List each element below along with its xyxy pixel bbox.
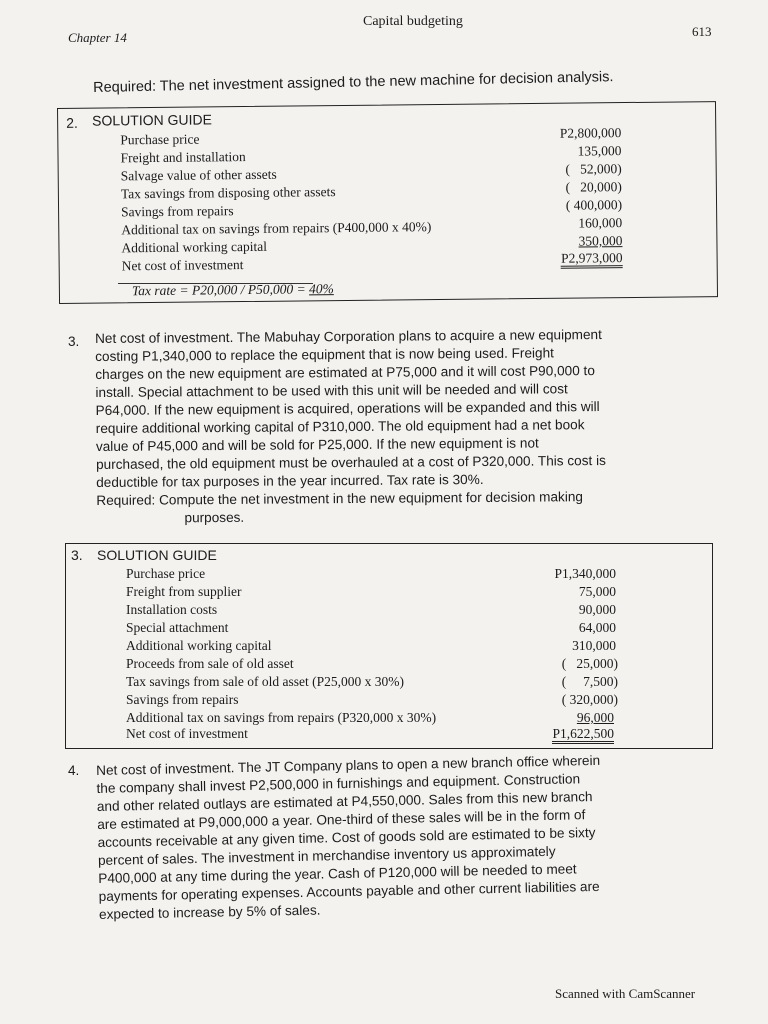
problem-4-line: are estimated at P9,000,000 a year. One-third of these sales will be in the form of bbox=[97, 807, 586, 832]
solution-3-item-amount: 310,000 bbox=[572, 638, 616, 653]
problem-4-line: expected to increase by 5% of sales. bbox=[98, 902, 321, 922]
solution-guide-2-box bbox=[57, 101, 718, 304]
solution-2-item-amount: ( 400,000) bbox=[565, 197, 623, 213]
page-number: 613 bbox=[692, 24, 712, 39]
solution-2-item-amount: ( 52,000) bbox=[565, 161, 622, 177]
problem-4-line: payments for operating expenses. Accounts payable and other current liabilities are bbox=[98, 878, 600, 904]
problem-3-line: require additional working capital of P310,000. The old equipment had a net book bbox=[95, 417, 585, 436]
solution-3-item-amount: 75,000 bbox=[578, 584, 616, 599]
problem-3-line: purposes. bbox=[184, 509, 245, 526]
solution-3-item-label: Purchase price bbox=[126, 566, 206, 581]
solution-2-item-amount: P2,800,000 bbox=[559, 125, 622, 141]
solution-3-item-label: Savings from repairs bbox=[126, 692, 239, 707]
solution-3-item-label: Freight from supplier bbox=[126, 584, 242, 599]
chapter-label: Chapter 14 bbox=[68, 30, 127, 45]
solution-3-item-label: Additional working capital bbox=[126, 638, 272, 653]
problem-4-line: accounts receivable at any given time. Cost of goods sold are estimated to be sixty bbox=[97, 824, 596, 850]
solution-2-item-amount: 135,000 bbox=[577, 143, 622, 159]
solution-3-item-amount: 64,000 bbox=[578, 620, 616, 635]
solution-2-item-label: Freight and installation bbox=[120, 149, 246, 166]
solution-2-item-label: Tax savings from disposing other assets bbox=[120, 184, 336, 202]
problem-3-line: costing P1,340,000 to replace the equipment that is now being used. Freight bbox=[95, 345, 554, 364]
problem-3-line: install. Special attachment to be used with this unit will be needed and will cost bbox=[95, 381, 568, 400]
solution-2-item-label: Additional working capital bbox=[121, 238, 268, 256]
solution-3-title: SOLUTION GUIDE bbox=[97, 547, 217, 563]
problem-4-line: and other related outlays are estimated at P4,550,000. Sales from this new branch bbox=[96, 789, 593, 814]
problem-4-line: P400,000 at any time during the year. Cash of P120,000 will be needed to meet bbox=[98, 861, 577, 886]
solution-3-item-label: Installation costs bbox=[126, 602, 218, 617]
solution-2-item-label: Net cost of investment bbox=[121, 257, 244, 274]
divider bbox=[118, 283, 313, 284]
solution-2-item-amount: ( 20,000) bbox=[565, 179, 622, 195]
solution-2-total-amount: P2,973,000 bbox=[561, 251, 623, 269]
scanner-watermark: Scanned with CamScanner bbox=[555, 986, 696, 1001]
problem-4-number: 4. bbox=[68, 763, 80, 778]
solution-2-item-label: Purchase price bbox=[120, 131, 200, 148]
solution-2-item-label: Savings from repairs bbox=[121, 203, 234, 220]
solution-2-item-amount: 350,000 bbox=[578, 233, 623, 249]
problem-3-line: purchased, the old equipment must be overhauled at a cost of P320,000. This cost is bbox=[95, 452, 606, 472]
problem-3-line: value of P45,000 and will be sold for P25,000. If the new equipment is not bbox=[95, 435, 539, 454]
solution-3-item-label: Proceeds from sale of old asset bbox=[126, 656, 294, 671]
problem-3-number: 3. bbox=[68, 334, 80, 349]
problem-3-line: deductible for tax purposes in the year incurred. Tax rate is 30%. bbox=[96, 471, 484, 490]
solution-3-number: 3. bbox=[71, 547, 83, 563]
problem-4-line: the company shall invest P2,500,000 in furnishings and equipment. Construction bbox=[96, 771, 581, 796]
solution-3-item-amount: 96,000 bbox=[576, 710, 614, 725]
problem-3-line: Net cost of investment. The Mabuhay Corporation plans to acquire a new equipment bbox=[95, 327, 602, 346]
solution-guide-3-box bbox=[65, 543, 713, 749]
solution-2-number: 2. bbox=[66, 114, 78, 131]
solution-2-item-label: Additional tax on savings from repairs (P400,000 x 40%) bbox=[121, 219, 432, 238]
solution-3-item-amount: ( 25,000) bbox=[561, 656, 618, 671]
running-title: Capital budgeting bbox=[363, 14, 463, 29]
solution-2-item-amount: 160,000 bbox=[578, 215, 623, 231]
solution-3-item-amount: 90,000 bbox=[578, 602, 616, 617]
solution-3-item-amount: ( 7,500) bbox=[561, 674, 618, 689]
problem-3-line: P64,000. If the new equipment is acquired, operations will be expanded and this will bbox=[95, 399, 600, 418]
problem-4-line: percent of sales. The investment in merchandise inventory us approximately bbox=[97, 843, 556, 868]
solution-3-item-amount: ( 320,000) bbox=[561, 692, 618, 707]
solution-2-item-label: Salvage value of other assets bbox=[120, 166, 277, 184]
solution-2-title: SOLUTION GUIDE bbox=[92, 111, 213, 129]
required-statement-2: Required: The net investment assigned to the new machine for decision analysis. bbox=[93, 69, 614, 96]
solution-3-item-amount: P1,340,000 bbox=[554, 566, 616, 581]
tax-rate-value: 40% bbox=[308, 281, 334, 297]
problem-4-line: Net cost of investment. The JT Company plans to open a new branch office wherein bbox=[96, 752, 601, 778]
solution-3-item-label: Net cost of investment bbox=[126, 726, 248, 741]
solution-3-item-label: Additional tax on savings from repairs (P320,000 x 30%) bbox=[126, 710, 437, 725]
solution-3-item-label: Tax savings from sale of old asset (P25,000 x 30%) bbox=[126, 674, 405, 689]
problem-3-line: charges on the new equipment are estimated at P75,000 and it will cost P90,000 to bbox=[95, 363, 595, 382]
problem-3-required: Required: Compute the net investment in the new equipment for decision making bbox=[96, 489, 584, 508]
solution-3-item-label: Special attachment bbox=[126, 620, 229, 635]
tax-rate-prefix: Tax rate = P20,000 / P50,000 = bbox=[131, 281, 310, 299]
solution-3-total-amount: P1,622,500 bbox=[552, 727, 614, 744]
